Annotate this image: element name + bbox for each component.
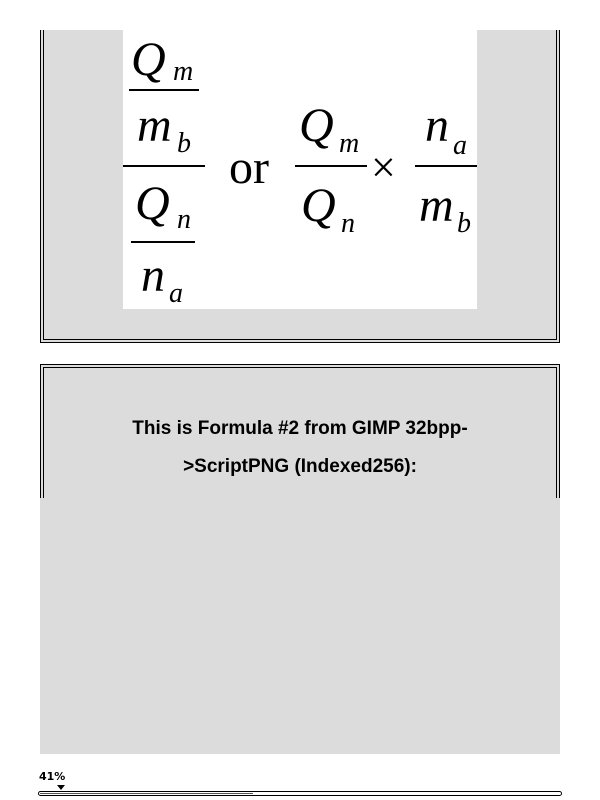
formula-var: Q [301, 179, 336, 232]
formula-var: n [141, 249, 165, 302]
formula-var: Q [299, 99, 334, 152]
caption-line-2: >ScriptPNG (Indexed256): [183, 456, 417, 477]
formula-var: m [419, 179, 454, 232]
formula-subscript: m [339, 128, 360, 159]
formula-subscript: n [341, 208, 355, 239]
fraction-bar [129, 89, 199, 91]
progress-fill [40, 793, 253, 794]
progress-marker-icon[interactable] [57, 785, 65, 790]
formula-subscript: a [453, 130, 467, 161]
formula-subscript: b [177, 128, 191, 159]
formula-or: or [229, 141, 269, 194]
caption-line-1: This is Formula #2 from GIMP 32bpp- [132, 418, 468, 439]
main-fraction-bar [123, 165, 205, 167]
formula-subscript: b [457, 208, 471, 239]
times-sign: × [371, 143, 396, 192]
caption-text [60, 410, 540, 486]
formula-var: n [425, 99, 449, 152]
fraction-bar [415, 165, 477, 167]
formula-subscript: n [177, 204, 191, 235]
formula-var: Q [131, 33, 166, 86]
formula-var: m [137, 99, 172, 152]
progress-bar[interactable] [38, 791, 562, 796]
formula-subscript: m [173, 56, 194, 87]
formula-image [123, 30, 477, 309]
fraction-bar [295, 165, 367, 167]
fraction-bar [131, 241, 195, 243]
formula-subscript: a [169, 278, 183, 309]
formula-var: Q [135, 177, 170, 230]
progress-label: 41% [39, 770, 66, 783]
